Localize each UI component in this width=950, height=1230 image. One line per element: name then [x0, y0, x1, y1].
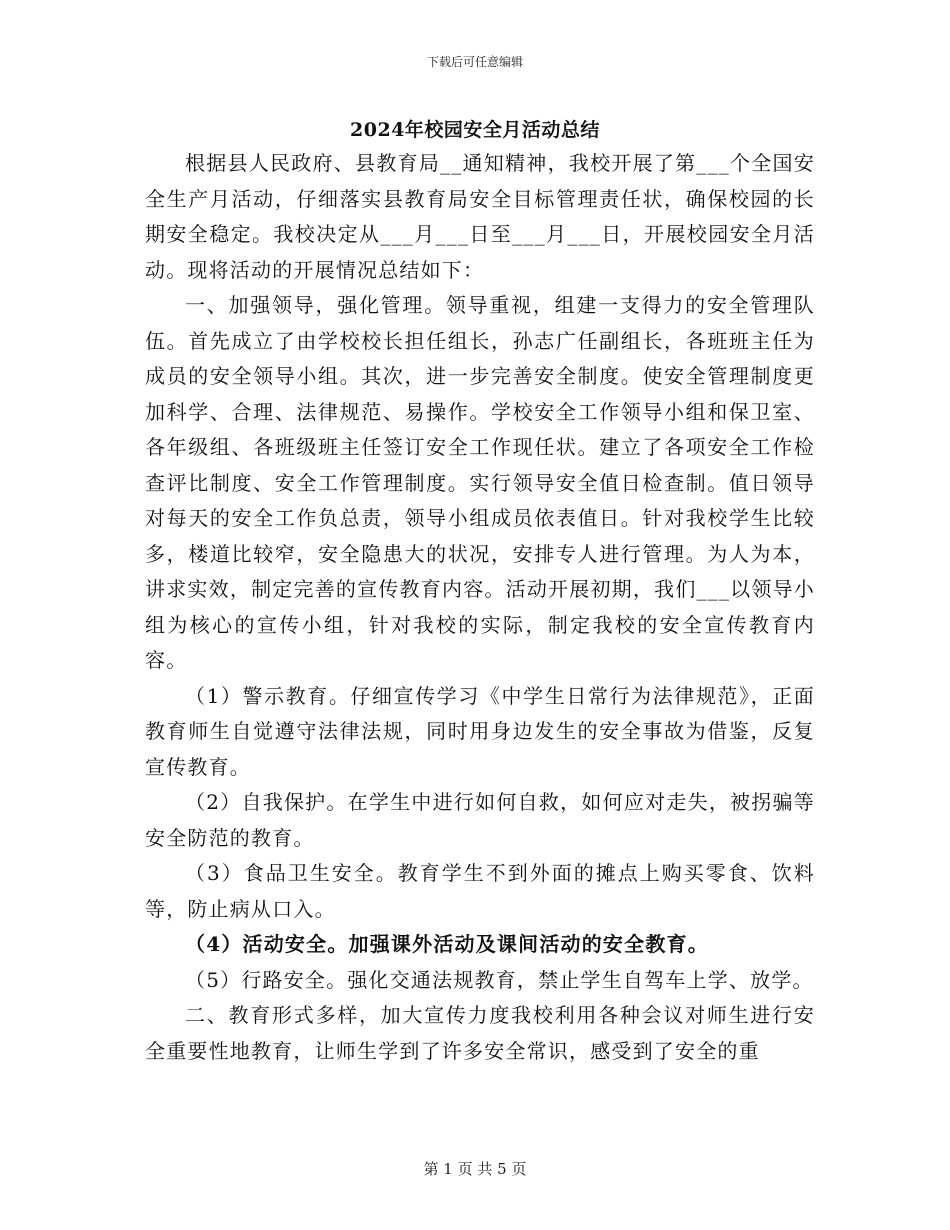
paragraph-section-1: 一、加强领导，强化管理。领导重视，组建一支得力的安全管理队伍。首先成立了由学校校长担任组长，孙志广任副组长，各班班主任为成员的安全领导小组。其次，进一步完善安全制度。使安全管理制度更加科学、合理、法律规范、易操作。学校安全工作领导小组和保卫室、各年级组、各班级班主任签订安全工作现任状。建立了各项安全工作检查评比制度、安全工作管理制度。实行领导安全值日检查制。值日领导对每天的安全工作负总责，领导小组成员依表值日。针对我校学生比较多，楼道比较窄，安全隐患大的状况，安排专人进行管理。为人为本，讲求实效，制定完善的宣传教育内容。活动开展初期，我们___以领导小组为核心的宣传小组，针对我校的实际，制定我校的安全宣传教育内容。 [145, 293, 815, 672]
document-title: 2024年校园安全月活动总结 [350, 119, 600, 141]
paragraph-item-3: （3）食品卫生安全。教育学生不到外面的摊点上购买零食、饮料等，防止病从口入。 [145, 861, 815, 921]
paragraph-item-4: （4）活动安全。加强课外活动及课间活动的安全教育。 [185, 932, 709, 956]
paragraph-item-2: （2）自我保护。在学生中进行如何自救，如何应对走失，被拐骗等安全防范的教育。 [145, 790, 815, 850]
page-footer: 第 1 页 共 5 页 [423, 1160, 527, 1178]
document-body [145, 146, 815, 1069]
page-header-note: 下载后可任意编辑 [426, 55, 523, 69]
paragraph-section-2: 二、教育形式多样，加大宣传力度我校利用各种会议对师生进行安全重要性地教育，让师生学到了许多安全常识，感受到了安全的重 [145, 1003, 815, 1063]
paragraph-item-5: （5）行路安全。强化交通法规教育，禁止学生自驾车上学、放学。 [185, 967, 814, 992]
paragraph-item-1: （1）警示教育。仔细宣传学习《中学生日常行为法律规范》，正面教育师生自觉遵守法律法规，同时用身边发生的安全事故为借鉴，反复宣传教育。 [145, 683, 815, 779]
paragraph-intro: 根据县人民政府、县教育局__通知精神，我校开展了第___个全国安全生产月活动，仔细落实县教育局安全目标管理责任状，确保校园的长期安全稳定。我校决定从___月___日至___月___日，开展校园安全月活动。现将活动的开展情况总结如下： [145, 151, 815, 282]
